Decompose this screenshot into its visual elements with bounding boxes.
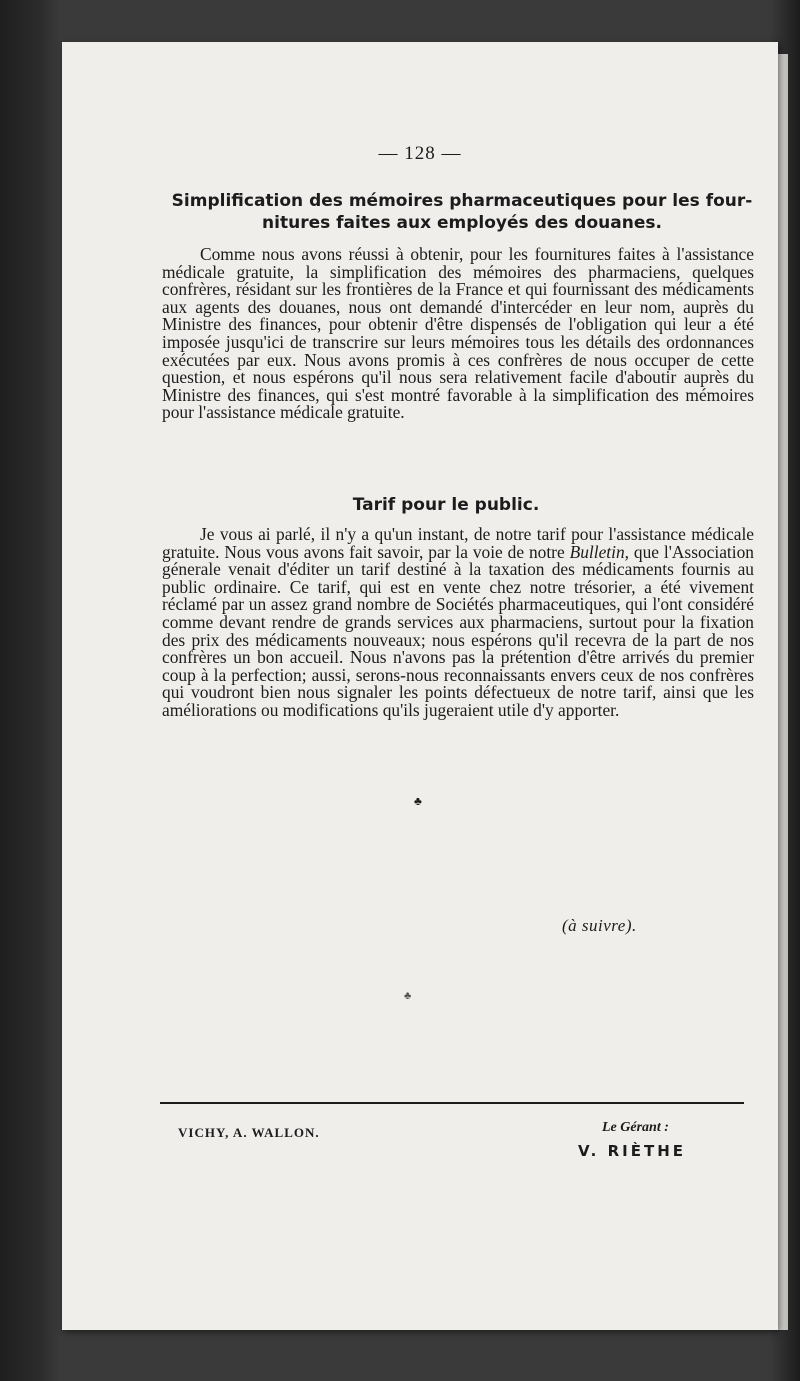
document-page (62, 42, 778, 1330)
ornament-small-icon: ♣ (404, 990, 412, 1002)
paragraph-simplification (162, 246, 754, 422)
paragraph-tarif (162, 526, 754, 720)
paragraph-tarif-text-2: que l'Association génerale venait d'éditer un tarif destiné à la taxation des médicaments fournis au public ordinaire. Ce tarif, qui est en vente chez notre trésorier, a été vivement réclamé par un assez grand nombre de Sociétés pharmaceutiques, qui l'ont considéré comme devant rendre de grands services aux pharmaciens, surtout pour la fixation des prix des médicaments nouveaux; nous espérons qu'il recevra de la part de nos confrères un bon accueil. Nous n'avons pas la prétention d'être arrivés du premier coup à la perfection; aussi, serons-nous reconnaissants envers ceux de nos confrères qui voudront bien nous signaler les points défectueux de notre tarif, ainsi que les améliorations ou modifications qu'ils jugeraient utile d'y apporter. (162, 541, 754, 720)
printer-imprint: VICHY, A. WALLON. (178, 1125, 320, 1140)
section-heading-simplification (162, 190, 762, 234)
section-heading-line-2: nitures faites aux employés des douanes. (262, 213, 662, 233)
footer-divider (160, 1102, 744, 1104)
section-heading-tarif: Tarif pour le public. (352, 495, 540, 515)
page-number: — 128 — (378, 143, 462, 164)
to-be-continued: (à suivre). (562, 916, 637, 935)
section-heading-line-1: Simplification des mémoires pharmaceutiques pour les four- (171, 191, 753, 211)
manager-name: V. RIÈTHE (578, 1142, 687, 1160)
ornament-icon: ♣ (414, 794, 422, 808)
paragraph-simplification-text: Comme nous avons réussi à obtenir, pour les fournitures faites à l'assistance médicale gratuite, la simplification des mémoires des pharmaciens, quelques confrères, résidant sur les frontières de la France et qui fournissant des médicaments aux agents des douanes, nous ont demandé d'intercéder en leur nom, auprès du Ministre des finances, pour obtenir d'être dispensés de l'obligation qui leur a été imposée jusqu'ici de transcrire sur leurs mémoires tous les détails des ordonnances exécutées par eux. Nous avons promis à ces confrères de nous occuper de cette question, et nous espérons qu'il nous sera relativement facile d'aboutir auprès du Ministre des finances, qui s'est montré favorable à la simplification des mémoires pour l'assistance médicale gratuite. (162, 244, 754, 423)
manager-label: Le Gérant : (602, 1120, 669, 1135)
bulletin-title: Bulletin, (569, 541, 630, 562)
next-page-edge (778, 54, 788, 1330)
paragraph-tarif-text-1: Je vous ai parlé, il n'y a qu'un instant, de notre tarif pour l'assistance médicale gratuite. Nous vous avons fait savoir, par la voie de notre (162, 524, 754, 562)
